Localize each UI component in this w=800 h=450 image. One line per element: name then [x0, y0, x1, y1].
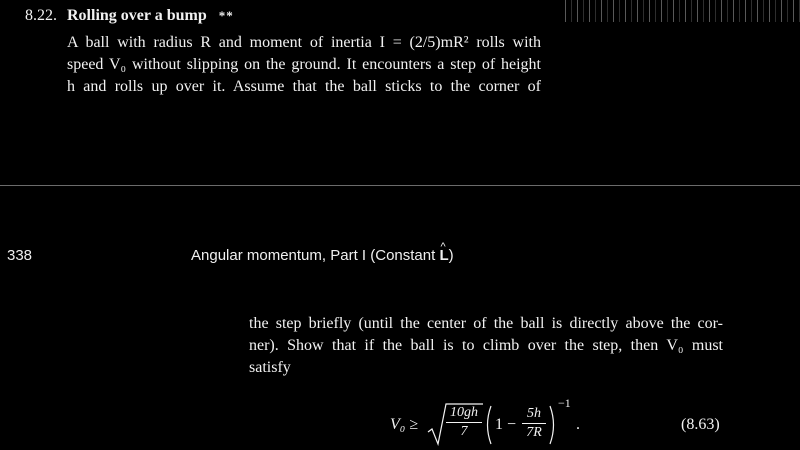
problem-number: 8.22. [25, 7, 57, 24]
l-hat-symbol: ^ L [439, 246, 448, 266]
equation-period: . [576, 416, 580, 433]
text-line: A ball with radius R and moment of inertia I = (2/5)mR² rolls with [67, 34, 541, 51]
text-line: h and rolls up over it. Assume that the ball sticks to the corner of [67, 78, 541, 95]
text-line: satisfy [249, 359, 291, 376]
equation-number: (8.63) [681, 416, 720, 433]
inner-numerator: 5h [527, 406, 541, 421]
equation-lhs: V₀ ≥ [390, 416, 419, 433]
difficulty-stars: ** [218, 8, 234, 23]
problem-text-bottom [249, 313, 723, 379]
sqrt-numerator: 10gh [450, 405, 478, 420]
page-divider [0, 185, 800, 186]
right-paren [548, 404, 558, 446]
problem-text-top [67, 32, 541, 98]
exponent: −1 [558, 396, 571, 410]
chapter-title [191, 246, 454, 266]
scan-artifact [560, 0, 800, 22]
left-paren [483, 404, 493, 446]
paren-one-minus: 1 − [495, 416, 517, 433]
text-line: the step briefly (until the center of the ball is directly above the cor- [249, 315, 723, 332]
page-number: 338 [7, 247, 33, 264]
sqrt-fraction [446, 405, 482, 440]
chapter-title-close: ) [448, 247, 454, 264]
problem-title: Rolling over a bump [67, 7, 207, 24]
sqrt-denominator: 7 [460, 424, 468, 439]
inner-denominator: 7R [526, 425, 542, 440]
text-line: ner). Show that if the ball is to climb over the step, then V₀ must [249, 337, 723, 354]
text-line: speed V₀ without slipping on the ground. It encounters a step of height [67, 56, 541, 73]
problem-heading [25, 5, 234, 27]
chapter-title-text: Angular momentum, Part I (Constant [191, 247, 436, 264]
fraction-bar [446, 422, 482, 423]
fraction-bar [522, 423, 546, 424]
inner-fraction [522, 406, 546, 441]
